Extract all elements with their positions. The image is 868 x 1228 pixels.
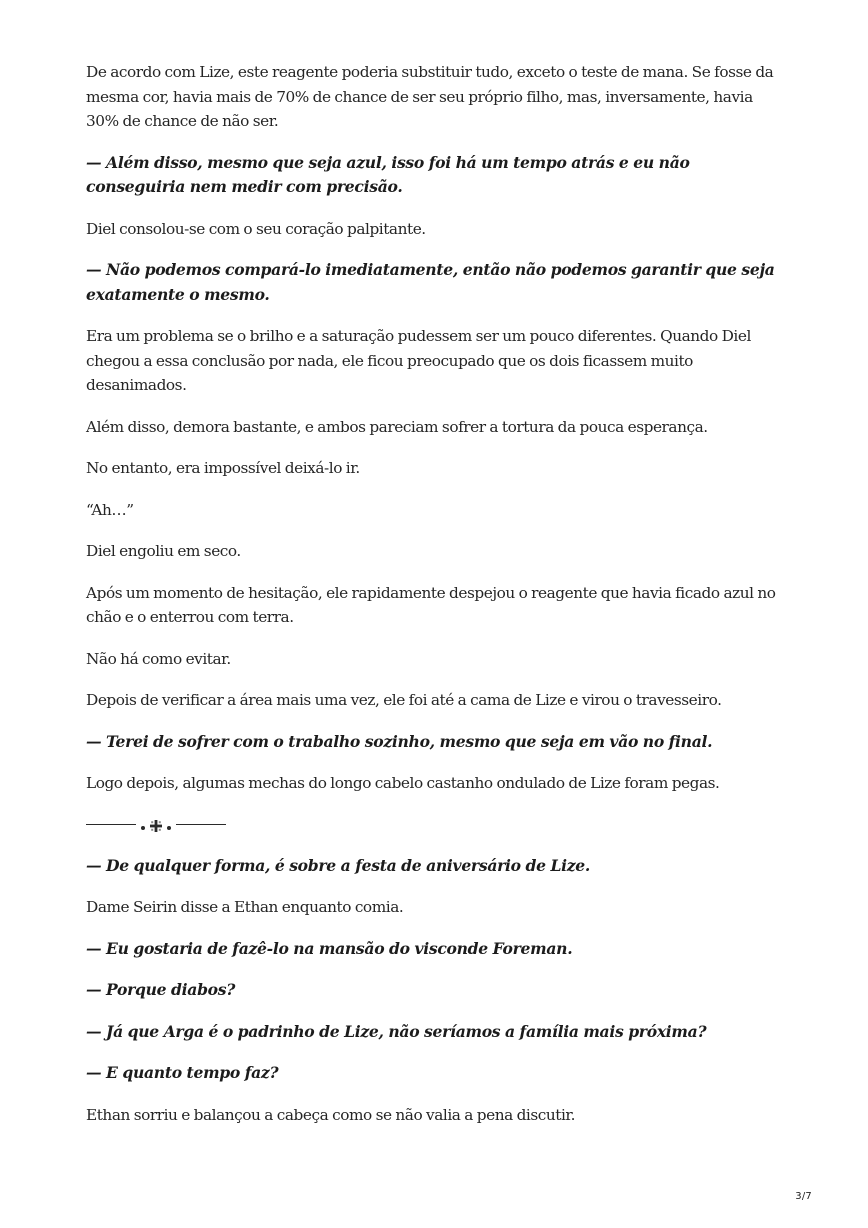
paragraph: No entanto, era impossível deixá-lo ir. — [86, 459, 360, 477]
ornamental-cross-icon — [150, 820, 162, 832]
dialogue-line: — E quanto tempo faz? — [86, 1063, 279, 1082]
document-page — [86, 60, 786, 1144]
paragraph: Diel engoliu em seco. — [86, 542, 241, 560]
paragraph: Era um problema se o brilho e a saturação pudessem ser um pouco diferentes. Quando Diel chegou a essa conclusão por nada, ele ficou preocupado que os dois ficassem muito desanimados. — [86, 327, 751, 394]
page-number: 3/7 — [795, 1191, 812, 1202]
divider-rule-right — [176, 824, 226, 825]
dialogue-line: — Além disso, mesmo que seja azul, isso foi há um tempo atrás e eu não conseguiria nem medir com precisão. — [86, 152, 690, 196]
divider-rule-left — [86, 824, 136, 825]
section-divider — [86, 813, 236, 837]
paragraph: Diel consolou-se com o seu coração palpitante. — [86, 219, 426, 238]
dialogue-line: — Porque diabos? — [86, 980, 236, 999]
paragraph: Ethan sorriu e balançou a cabeça como se não valia a pena discutir. — [86, 1105, 576, 1124]
paragraph: Após um momento de hesitação, ele rapidamente despejou o reagente que havia ficado azul no chão e o enterrou com terra. — [86, 583, 776, 626]
dialogue-line: — Eu gostaria de fazê-lo na mansão do visconde Foreman. — [86, 938, 573, 958]
paragraph: De acordo com Lize, este reagente poderia substituir tudo, exceto o teste de mana. Se fosse da mesma cor, havia mais de 70% de chance de ser seu próprio filho, mas, inversamente, havia 30% de chance de não ser. — [86, 63, 774, 130]
paragraph: Depois de verificar a área mais uma vez, ele foi até a cama de Lize e virou o travesseiro. — [86, 691, 722, 709]
dialogue-line: — Terei de sofrer com o trabalho sozinho, mesmo que seja em vão no final. — [86, 731, 713, 751]
paragraph: Logo depois, algumas mechas do longo cabelo castanho ondulado de Lize foram pegas. — [86, 774, 720, 792]
paragraph: “Ah…” — [86, 500, 134, 519]
paragraph: Não há como evitar. — [86, 649, 231, 668]
dialogue-line: — De qualquer forma, é sobre a festa de aniversário de Lize. — [86, 855, 591, 875]
paragraph: Dame Seirin disse a Ethan enquanto comia. — [86, 898, 404, 916]
dialogue-line: — Não podemos compará-lo imediatamente, então não podemos garantir que seja exatamente o mesmo. — [86, 260, 775, 304]
paragraph: Além disso, demora bastante, e ambos pareciam sofrer a tortura da pouca esperança. — [86, 417, 708, 436]
divider-dot — [167, 826, 171, 830]
dialogue-line: — Já que Arga é o padrinho de Lize, não seríamos a família mais próxima? — [86, 1021, 707, 1041]
divider-dot — [141, 826, 145, 830]
